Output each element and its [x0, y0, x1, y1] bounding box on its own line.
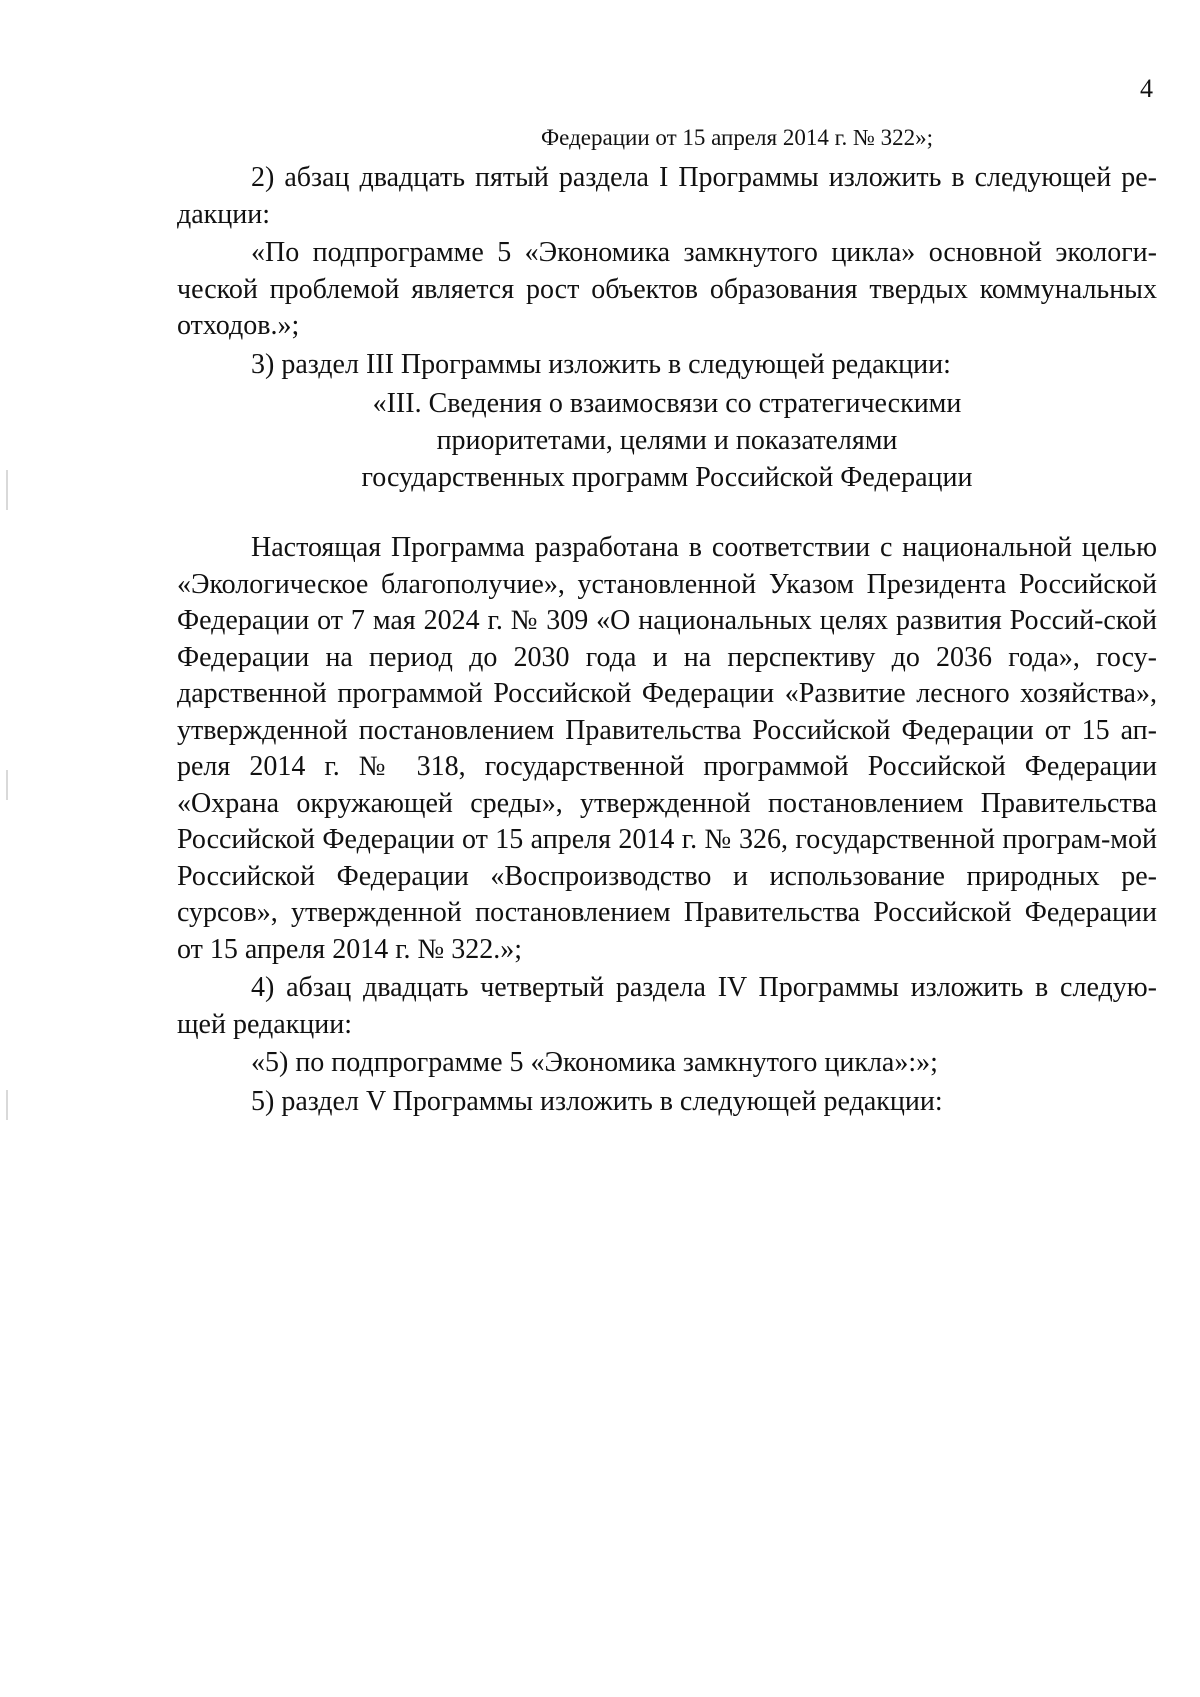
- paragraph-quote-subprogram-5: «По подпрограмме 5 «Экономика замкнутого цикла» основной экологи-ческой проблемой является рост объектов образования твердых коммунальных отходов.»;: [177, 237, 1157, 341]
- continuation-line: Федерации от 15 апреля 2014 г. № 322»;: [541, 125, 934, 150]
- paragraph-quote-item-5: «5) по подпрограмме 5 «Экономика замкнутого цикла»:»;: [251, 1047, 938, 1078]
- scan-edge-mark: [6, 1090, 8, 1120]
- paragraph-item-5: 5) раздел V Программы изложить в следующей редакции:: [251, 1085, 943, 1117]
- scan-edge-mark: [6, 770, 8, 800]
- section-title-line: «III. Сведения о взаимосвязи со стратегическими: [372, 388, 962, 419]
- paragraph-item-2: 2) абзац двадцать пятый раздела I Программы изложить в следующей ре-дакции:: [177, 162, 1157, 230]
- section-title-line: государственных программ Российской Федерации: [361, 462, 973, 493]
- paragraph-program-basis: Настоящая Программа разработана в соответствии с национальной целью «Экологическое благополучие», установленной Указом Президента Российской Федерации от 7 мая 2024 г. № 309 «О национальных целях развития Россий-ской Федерации на период до 2030 года и на перспективу до 2036 года», госу-дарственной программой Российской Федерации «Развитие лесного хозяйства», утвержденной постановлением Правительства Российской Федерации от 15 ап-реля 2014 г. № 318, государственной программой Российской Федерации «Охрана окружающей среды», утвержденной постановлением Правительства Российской Федерации от 15 апреля 2014 г. № 326, государственной програм-мой Российской Федерации «Воспроизводство и использование природных ре-сурсов», утвержденной постановлением Правительства Российской Федерации от 15 апреля 2014 г. № 322.»;: [177, 532, 1157, 965]
- document-body: [177, 120, 1157, 1122]
- paragraph-item-4: 4) абзац двадцать четвертый раздела IV Программы изложить в следую-щей редакции:: [177, 972, 1157, 1040]
- section-title: [177, 385, 1157, 496]
- section-title-line: приоритетами, целями и показателями: [436, 425, 898, 456]
- scan-edge-mark: [6, 470, 8, 510]
- paragraph-item-3: 3) раздел III Программы изложить в следующей редакции:: [251, 348, 951, 380]
- page-number: 4: [1140, 74, 1153, 103]
